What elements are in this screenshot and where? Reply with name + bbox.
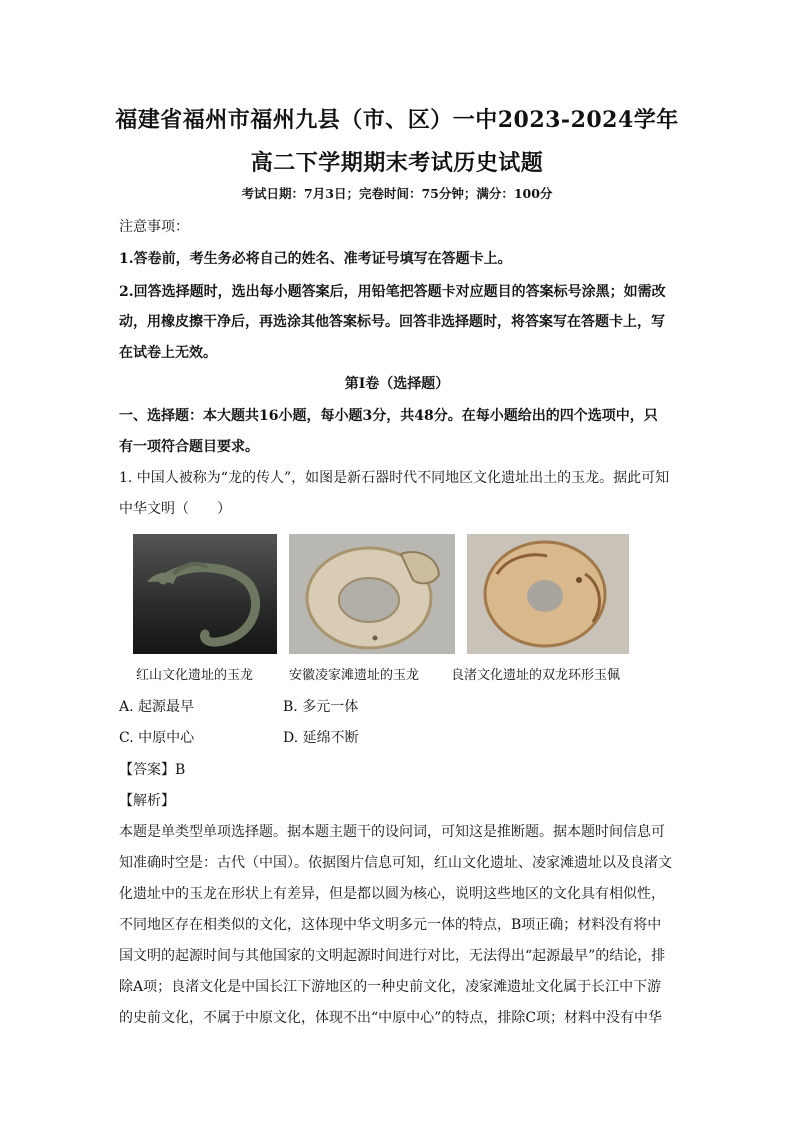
analysis-line: 本题是单类型单项选择题。据本题主题干的设问词，可知这是推断题。据本题时间信息可 (119, 824, 665, 840)
analysis-line: 知准确时空是：古代（中国）。依据图片信息可知，红山文化遗址、凌家滩遗址以及良渚文 (119, 855, 672, 871)
option-d: D. 延绵不断 (283, 730, 359, 746)
exam-title-line1: 福建省福州市福州九县（市、区）一中2023-2024学年 (115, 107, 679, 133)
caption-liangzhu: 良渚文化遗址的双龙环形玉佩 (451, 668, 621, 683)
section-heading: 第I卷（选择题） (344, 376, 450, 392)
answer: 【答案】B (119, 762, 186, 778)
caption-hongshan: 红山文化遗址的玉龙 (136, 668, 254, 683)
notice-item-2-line2: 动，用橡皮擦干净后，再选涂其他答案标号。回答非选择题时，将答案写在答题卡上，写 (119, 314, 665, 330)
analysis-line: 不同地区存在相类似的文化，这体现中华文明多元一体的特点，B项正确；材料没有将中 (119, 917, 662, 933)
analysis-line: 的史前文化，不属于中原文化，体现不出“中原中心”的特点，排除C项；材料中没有中华 (119, 1010, 663, 1026)
lingjiatan-jade-dragon-image (289, 534, 455, 654)
exam-title-line2: 高二下学期期末考试历史试题 (250, 150, 544, 176)
question1-stem-line2: 中华文明（ ） (119, 501, 231, 517)
exam-meta: 考试日期：7月3日；完卷时间：75分钟；满分：100分 (241, 186, 553, 201)
notice-item-2-line3: 在试卷上无效。 (119, 345, 217, 361)
caption-lingjiatan: 安徽凌家滩遗址的玉龙 (289, 668, 420, 683)
analysis-line: 化遗址中的玉龙在形状上有差异，但是都以圆为核心，说明这些地区的文化具有相似性， (119, 886, 665, 902)
option-c: C. 中原中心 (119, 730, 195, 746)
hongshan-jade-dragon-image (133, 534, 277, 654)
analysis-heading: 【解析】 (119, 793, 175, 809)
analysis-line: 除A项；良渚文化是中国长江下游地区的一种史前文化，凌家滩遗址文化属于长江中下游 (119, 979, 662, 995)
liangzhu-double-dragon-pendant-image (467, 534, 629, 654)
analysis-line: 国文明的起源时间与其他国家的文明起源时间进行对比，无法得出“起源最早”的结论，排 (119, 948, 666, 964)
option-a: A. 起源最早 (119, 699, 195, 715)
notice-item-2-line1: 2.回答选择题时，选出每小题答案后，用铅笔把答题卡对应题目的答案标号涂黑；如需改 (119, 284, 666, 300)
notice-heading: 注意事项： (119, 219, 189, 235)
question1-stem-line1: 1. 中国人被称为“龙的传人”，如图是新石器时代不同地区文化遗址出土的玉龙。据此可知 (119, 470, 670, 486)
part1-instructions-line2: 有一项符合题目要求。 (119, 439, 259, 455)
notice-item-1: 1.答卷前，考生务必将自己的姓名、准考证号填写在答题卡上。 (119, 251, 512, 267)
part1-instructions-line1: 一、选择题：本大题共16小题，每小题3分，共48分。在每小题给出的四个选项中，只 (119, 408, 658, 424)
option-b: B. 多元一体 (283, 699, 359, 715)
